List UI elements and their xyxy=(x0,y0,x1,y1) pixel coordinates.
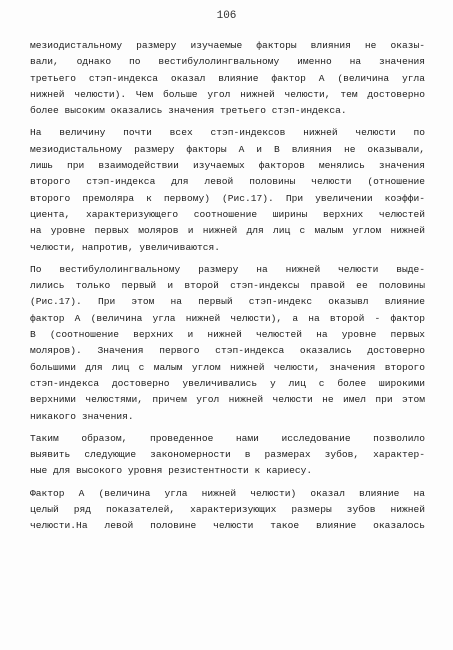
paragraph-2 xyxy=(30,125,425,255)
text-line: челюсти.На левой половине челюсти такое влияние оказалось xyxy=(30,520,425,532)
text-line: вали, однако по вестибулолингвальному именно на значения xyxy=(30,56,425,68)
text-line: нижней челюсти). Чем больше угол нижней челюсти, тем достоверно xyxy=(30,88,425,100)
paragraph-3 xyxy=(30,262,425,425)
text-line: мезиодистальному размеру факторы А и В влияния не оказывали, xyxy=(30,143,425,155)
text-line: фактор А (величина угла нижней челюсти), а на второй - фактор xyxy=(30,312,425,324)
text-line: большими для лиц с малым углом нижней челюсти, значения второго xyxy=(30,361,425,373)
text-line: целый ряд показателей, характеризующих размеры зубов нижней xyxy=(30,504,425,516)
text-line: мезиодистальному размеру изучаемые факторы влияния не оказы- xyxy=(30,40,425,51)
text-line: ные для высокого уровня резистентности к кариесу. xyxy=(30,465,313,477)
text-line: более высоким оказались значения третьего стэп-индекса. xyxy=(30,105,347,117)
text-line: никакого значения. xyxy=(30,410,134,422)
paragraph-5 xyxy=(30,486,425,535)
text-line: (Рис.17). При этом на первый стэп-индекс оказывл влияние xyxy=(30,296,425,308)
text-line: моляров). Значения первого стэп-индекса оказались достоверно xyxy=(30,345,425,357)
text-line: лишь при взаимодействии изучаемых факторов менялись значения xyxy=(30,160,425,172)
text-line: стэп-индекса достоверно увеличивались у лиц с более широкими xyxy=(30,377,425,389)
text-line: Таким образом, проведенное нами исследование позволило xyxy=(30,432,425,444)
text-line: второго стэп-индекса для левой половины челюсти (отношение xyxy=(30,176,425,188)
text-line: Фактор А (величина угла нижней челюсти) оказал влияние на xyxy=(30,487,425,499)
text-line: На величину почти всех стэп-индексов нижней челюсти по xyxy=(30,127,425,139)
text-line: на уровне первых моляров и нижней для лиц с малым углом нижней xyxy=(30,225,425,237)
text-line: второго премоляра к первому) (Рис.17). При увеличении коэффи- xyxy=(30,192,425,204)
text-line: По вестибулолингвальному размеру на нижней челюсти выде- xyxy=(30,263,425,275)
page-number: 106 xyxy=(216,10,237,22)
text-line: циента, характеризующего соотношение ширины верхних челюстей xyxy=(30,208,425,220)
text-line: выявить следующие закономерности в размерах зубов, характер- xyxy=(30,449,425,461)
text-line: третьего стэп-индекса оказал влияние фактор А (величина угла xyxy=(30,72,425,84)
paragraph-1 xyxy=(30,38,425,119)
body-text xyxy=(30,38,425,541)
text-line: В (соотношение верхних и нижней челюстей на уровне первых xyxy=(30,329,425,341)
paragraph-4 xyxy=(30,431,425,480)
text-line: челюсти, напротив, увеличиваются. xyxy=(30,241,220,253)
text-line: верхними челюстями, причем угол нижней челюсти не имел при этом xyxy=(30,394,425,406)
text-line: лились только первый и второй стэп-индексы правой ее половины xyxy=(30,280,425,292)
